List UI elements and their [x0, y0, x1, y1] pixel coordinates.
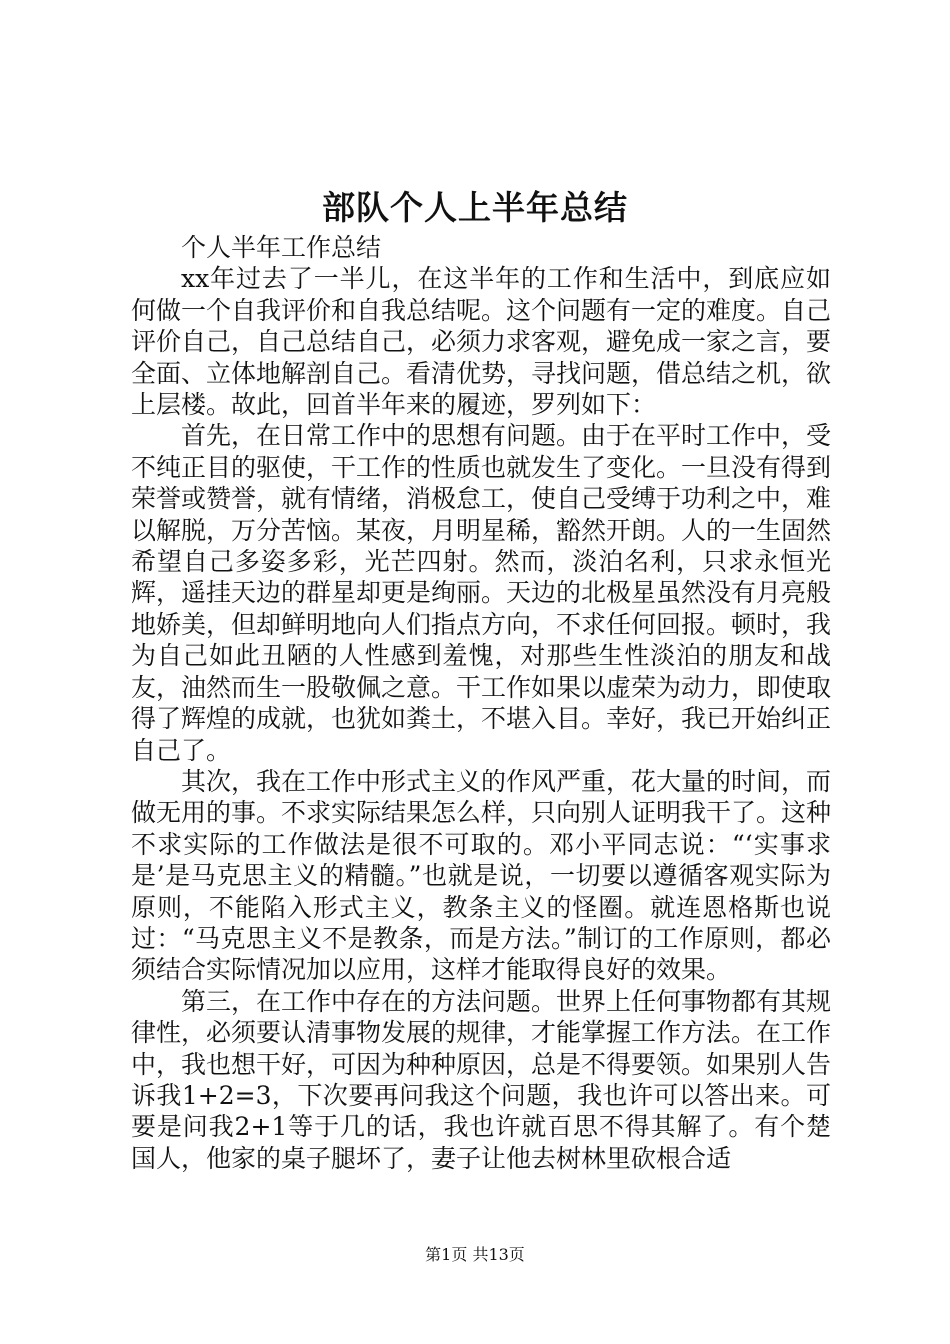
document-body — [131, 232, 831, 1174]
paragraph-first: 首先，在日常工作中的思想有问题。由于在平时工作中，受不纯正目的驱使，干工作的性质也就发生了变化。一旦没有得到荣誉或赞誉，就有情绪，消极怠工，使自己受缚于功利之中，难以解脱，万分苦恼。某夜，月明星稀，豁然开朗。人的一生固然希望自己多姿多彩，光芒四射。然而，淡泊名利，只求永恒光辉，遥挂天边的群星却更是绚丽。天边的北极星虽然没有月亮般地娇美，但却鲜明地向人们指点方向，不求任何回报。顿时，我为自己如此丑陋的人性感到羞愧，对那些生性淡泊的朋友和战友，油然而生一股敬佩之意。干工作如果以虚荣为动力，即使取得了辉煌的成就，也犹如粪土，不堪入目。幸好，我已开始纠正自己了。 — [131, 421, 832, 765]
document-title: 部队个人上半年总结 — [322, 188, 628, 227]
paragraph-second: 其次，我在工作中形式主义的作风严重，花大量的时间，而做无用的事。不求实际结果怎么样，只向别人证明我干了。这种不求实际的工作做法是很不可取的。邓小平同志说：“‘实事求是’是马克思主义的精髓。”也就是说，一切要以遵循客观实际为原则，不能陷入形式主义，教条主义的怪圈。就连恩格斯也说过：“马克思主义不是教条，而是方法。”制订的工作原则，都必须结合实际情况加以应用，这样才能取得良好的效果。 — [131, 766, 832, 985]
paragraph-third: 第三，在工作中存在的方法问题。世界上任何事物都有其规律性，必须要认清事物发展的规律，才能掌握工作方法。在工作中，我也想干好，可因为种种原因，总是不得要领。如果别人告诉我1+2=3，下次要再问我这个问题，我也许可以答出来。可要是问我2+1等于几的话，我也许就百思不得其解了。有个楚国人，他家的桌子腿坏了，妻子让他去树林里砍根合适 — [131, 986, 832, 1173]
paragraph-intro: xx年过去了一半儿，在这半年的工作和生活中，到底应如何做一个自我评价和自我总结呢。这个问题有一定的难度。自己评价自己，自己总结自己，必须力求客观，避免成一家之言，要全面、立体地解剖自己。看清优势，寻找问题，借总结之机，欲上层楼。故此，回首半年来的履迹，罗列如下： — [131, 264, 832, 420]
document-subtitle: 个人半年工作总结 — [181, 233, 382, 262]
page-number-footer: 第1页 共13页 — [425, 1245, 525, 1264]
